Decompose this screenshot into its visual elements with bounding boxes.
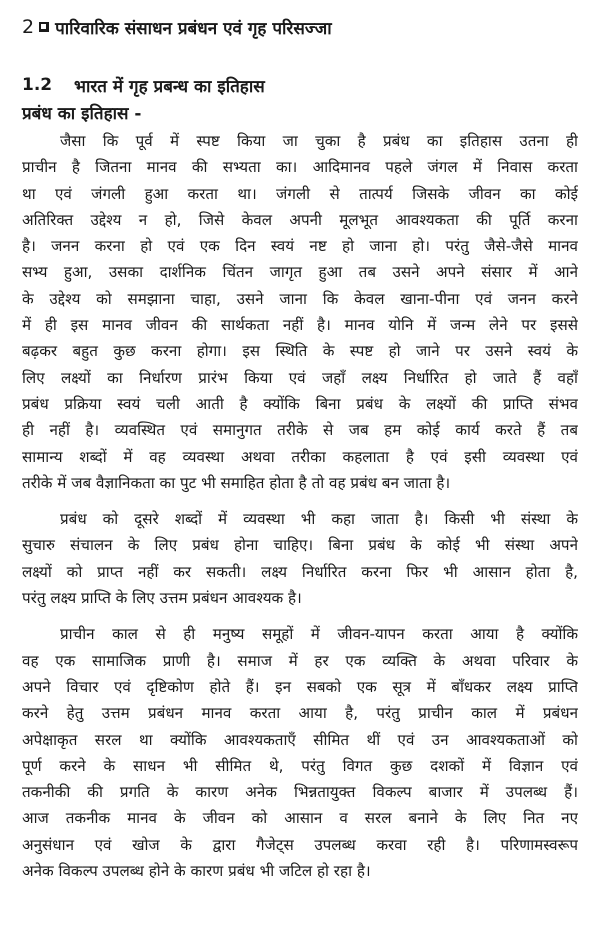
text-line: पूर्ण करने के साधन भी सीमित थे, परंतु विगत कुछ दशकों में विज्ञान एवं (22, 756, 578, 775)
text-line: लक्ष्यों को प्राप्त नहीं कर सकती। लक्ष्य निर्धारित करना फिर भी आसान होता है, (22, 562, 578, 581)
text-line: था एवं जंगली हुआ करता था। जंगली से तात्पर्य जिसके जीवन का कोई (22, 184, 578, 203)
text-line: प्रबंध को दूसरे शब्दों में व्यवस्था भी कहा जाता है। किसी भी संस्था के (60, 510, 578, 529)
text-line: सभ्य हुआ, उसका दार्शनिक चिंतन जागृत हुआ तब उसने अपने संसार में आने (22, 263, 578, 282)
text-line: करने हेतु उत्तम प्रबंधन मानव करता आया है, परंतु प्राचीन काल में प्रबंधन (22, 704, 578, 723)
text-line: परंतु लक्ष्य प्राप्ति के लिए उत्तम प्रबंधन आवश्यक है। (22, 589, 302, 608)
paragraph-1 (22, 128, 578, 496)
sub-heading: प्रबंध का इतिहास - (22, 104, 142, 124)
text-line: तरीके में जब वैज्ञानिकता का पुट भी समाहित होता है तो वह प्रबंध बन जाता है। (22, 473, 451, 492)
section-title: भारत में गृह प्रबन्ध का इतिहास (74, 76, 265, 97)
text-line: अपेक्षाकृत सरल था क्योंकि आवश्यकताएँ सीमित थीं एवं उन आवश्यकताओं को (22, 730, 578, 749)
text-line: आज तकनीक मानव के जीवन को आसान व सरल बनाने के लिए नित नए (22, 809, 578, 828)
text-line: है। जनन करना हो एवं एक दिन स्वयं नष्ट हो जाना हो। परंतु जैसे-जैसे मानव (22, 237, 578, 256)
text-line: प्राचीन है जितना मानव की सभ्यता का। आदिमानव पहले जंगल में निवास करता (22, 158, 578, 177)
text-line: ही नहीं है। व्यवस्थित एवं समानुगत तरीके से जब हम कोई कार्य करते हैं तब (22, 421, 578, 440)
section-heading (22, 72, 578, 98)
text-line: सुचारु संचालन के लिए प्रबंध होना चाहिए। बिना प्रबंध के कोई भी संस्था अपने (22, 536, 578, 555)
checkbox-square-icon (39, 22, 49, 32)
text-line: अनुसंधान एवं खोज के द्वारा गैजेट्स उपलब्ध करवा रही है। परिणामस्वरूप (22, 835, 578, 854)
running-header (22, 12, 578, 42)
text-line: प्राचीन काल से ही मनुष्य समूहों में जीवन-यापन करता आया है क्योंकि (60, 625, 578, 644)
paragraph-2 (22, 506, 578, 611)
text-line: तकनीकी की प्रगति के कारण अनेक भिन्नतायुक्त विकल्प बाजार में उपलब्ध हैं। (22, 783, 578, 802)
text-line: प्रबंध प्रक्रिया स्वयं चली आती है क्योंकि बिना प्रबंध के लक्ष्यों की प्राप्ति संभव (22, 394, 578, 413)
section-number: 1.2 (22, 75, 53, 95)
page-number: 2 (22, 16, 35, 38)
chapter-title: पारिवारिक संसाधन प्रबंधन एवं गृह परिसज्जा (55, 18, 332, 39)
text-line: अनेक विकल्प उपलब्ध होने के कारण प्रबंध भी जटिल हो रहा है। (22, 862, 371, 881)
text-line: सामान्य शब्दों में वह व्यवस्था अथवा तरीका कहलाता है एवं इसी व्यवस्था एवं (22, 447, 578, 466)
text-line: अपने विचार एवं दृष्टिकोण होते हैं। इन सबको एक सूत्र में बाँधकर लक्ष्य प्राप्ति (22, 677, 578, 696)
text-line: अतिरिक्त उद्देश्य न हो, जिसे केवल अपनी मूलभूत आवश्यकता की पूर्ति करना (22, 210, 578, 229)
text-line: में ही इस मानव जीवन की सार्थकता नहीं है। मानव योनि में जन्म लेने पर इससे (22, 316, 578, 335)
text-line: जैसा कि पूर्व में स्पष्ट किया जा चुका है प्रबंध का इतिहास उतना ही (60, 132, 578, 150)
text-line: के उद्देश्य को समझाना चाहा, उसने जाना कि केवल खाना-पीना एवं जनन करने (22, 289, 578, 308)
text-line: वह एक सामाजिक प्राणी है। समाज में हर एक व्यक्ति के अथवा परिवार के (22, 651, 578, 670)
paragraph-3 (22, 621, 578, 884)
text-line: बढ़कर बहुत कुछ करना होगा। इस स्थिति के स्पष्ट हो जाने पर उसने स्वयं के (22, 342, 578, 361)
text-line: लिए लक्ष्यों का निर्धारण प्रारंभ किया एवं जहाँ लक्ष्य निर्धारित हो जाते हैं वहाँ (22, 368, 578, 387)
